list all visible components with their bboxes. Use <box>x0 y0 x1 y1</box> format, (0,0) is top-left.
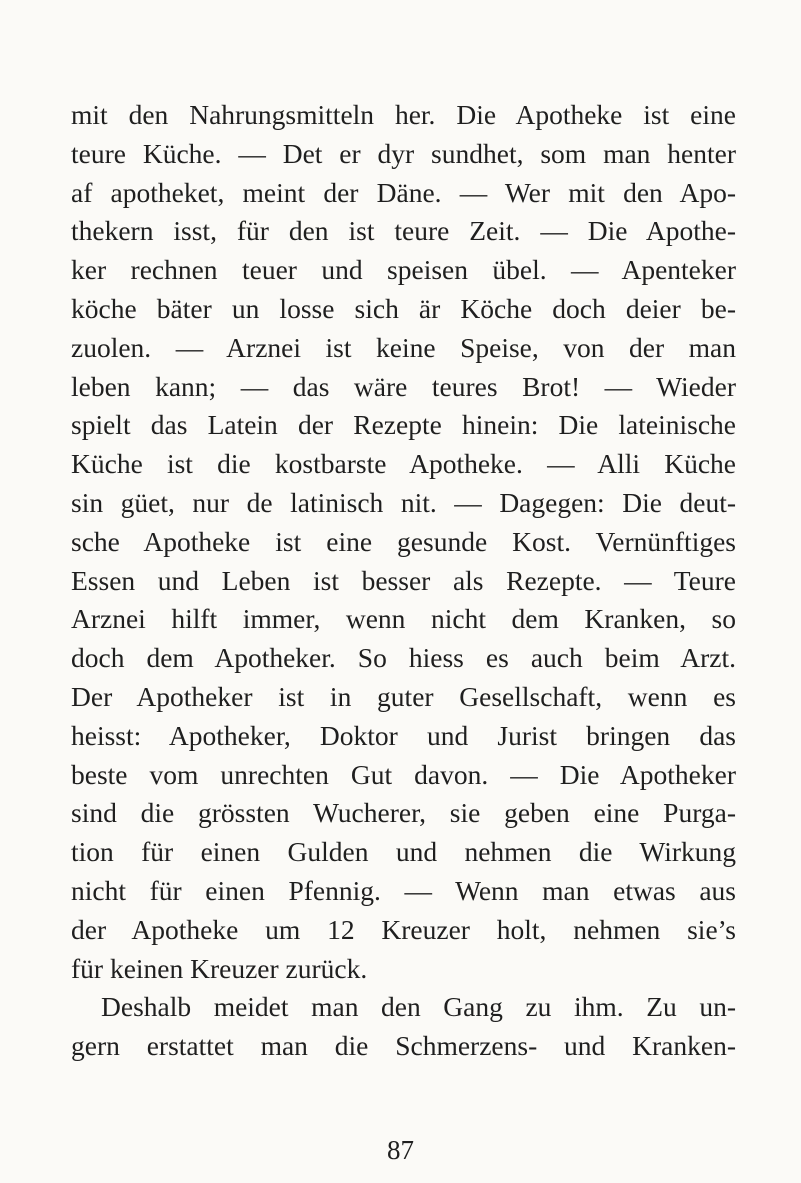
text-line: sche Apotheke ist eine gesunde Kost. Vernünftiges <box>71 525 736 557</box>
text-line: Arznei hilft immer, wenn nicht dem Kranken, so <box>71 603 736 635</box>
text-line: Essen und Leben ist besser als Rezepte. — Teure <box>71 564 736 596</box>
text-line: Deshalb meidet man den Gang zu ihm. Zu un- <box>101 991 736 1023</box>
text-line: spielt das Latein der Rezepte hinein: Die lateinische <box>71 409 736 441</box>
body-text <box>71 96 736 1066</box>
text-line: Der Apotheker ist in guter Gesellschaft, wenn es <box>71 680 736 712</box>
text-line: der Apotheke um 12 Kreuzer holt, nehmen sie’s <box>71 913 736 945</box>
text-line: doch dem Apotheker. So hiess es auch beim Arzt. <box>71 642 736 674</box>
page-number: 87 <box>387 1135 414 1165</box>
text-line: gern erstattet man die Schmerzens- und Kranken- <box>71 1030 736 1062</box>
text-line: für keinen Kreuzer zurück. <box>71 952 368 984</box>
text-line: teure Küche. — Det er dyr sundhet, som man henter <box>71 137 736 169</box>
text-line: ker rechnen teuer und speisen übel. — Apenteker <box>71 254 736 286</box>
text-line: tion für einen Gulden und nehmen die Wirkung <box>71 836 736 868</box>
text-line: heisst: Apotheker, Doktor und Jurist bringen das <box>71 719 736 751</box>
text-line: thekern isst, für den ist teure Zeit. — Die Apothe- <box>71 215 736 247</box>
text-line: leben kann; — das wäre teures Brot! — Wieder <box>71 370 736 402</box>
text-line: zuolen. — Arznei ist keine Speise, von der man <box>71 331 736 363</box>
text-line: köche bäter un losse sich är Köche doch deier be- <box>71 292 736 324</box>
text-line: af apotheket, meint der Däne. — Wer mit den Apo- <box>71 176 736 208</box>
text-line: sin güet, nur de latinisch nit. — Dagegen: Die deut- <box>71 486 736 518</box>
text-line: sind die grössten Wucherer, sie geben eine Purga- <box>71 797 736 829</box>
text-line: Küche ist die kostbarste Apotheke. — Alli Küche <box>71 448 736 480</box>
text-line: beste vom unrechten Gut davon. — Die Apotheker <box>71 758 736 790</box>
text-line: nicht für einen Pfennig. — Wenn man etwas aus <box>71 874 736 906</box>
text-line: mit den Nahrungsmitteln her. Die Apotheke ist eine <box>71 99 736 130</box>
